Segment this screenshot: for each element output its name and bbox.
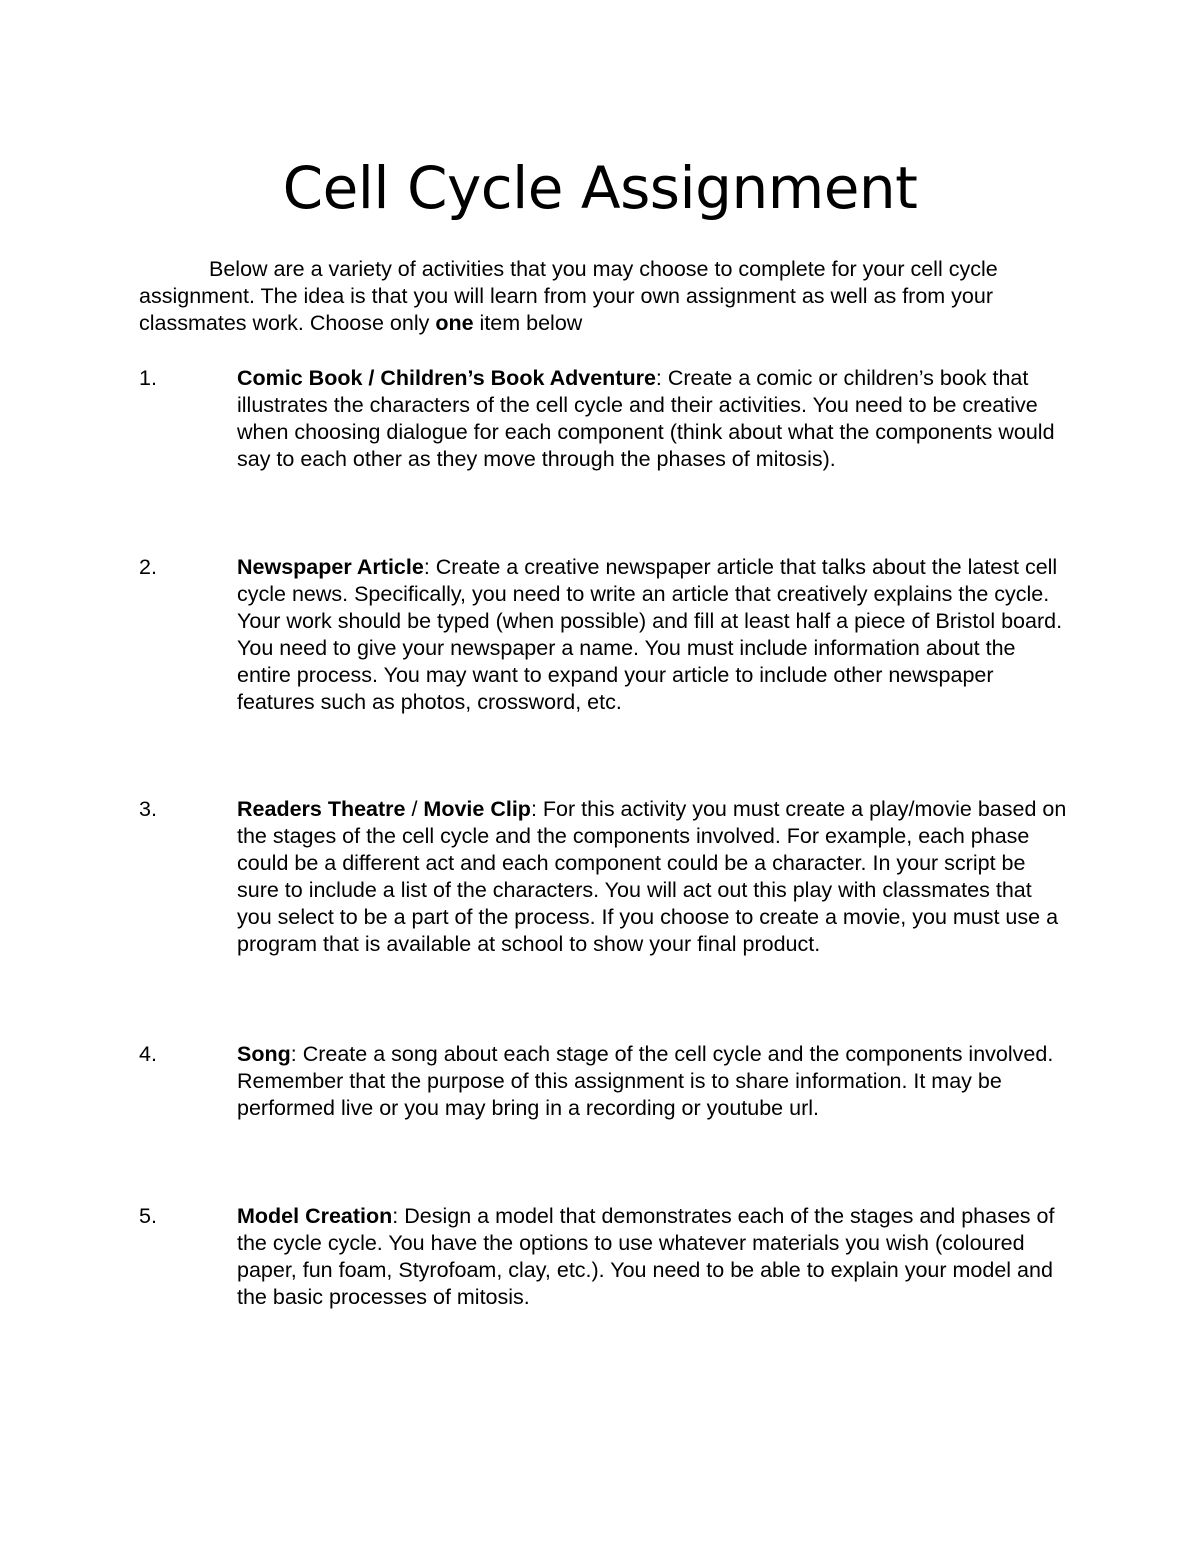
item-number: 2.: [139, 555, 157, 579]
intro-emphasis: one: [435, 311, 474, 335]
item-heading-separator: /: [405, 797, 424, 821]
item-heading: Readers Theatre: [237, 797, 406, 821]
item-heading: Comic Book / Children’s Book Adventure: [237, 366, 656, 390]
item-body: [237, 1203, 1067, 1311]
item-heading: Model Creation: [237, 1204, 393, 1228]
item-heading-secondary: Movie Clip: [423, 797, 531, 821]
item-text: : Create a comic or children’s book that illustrates the characters of the cell cycle and their activities. You need to be creative when choosing dialogue for each component (think about what the components would say to each other as they move through the phases of mitosis).: [237, 366, 1055, 471]
intro-paragraph: [139, 256, 1054, 337]
item-body: [237, 554, 1067, 716]
item-number: 5.: [139, 1204, 157, 1228]
intro-text-after: item below: [473, 311, 583, 335]
item-number: 1.: [139, 366, 157, 390]
item-body: [237, 1041, 1067, 1122]
item-body: [237, 365, 1067, 473]
item-text: : Design a model that demonstrates each of the stages and phases of the cycle cycle. You have the options to use whatever materials you wish (coloured paper, fun foam, Styrofoam, clay, etc.). You need to be able to explain your model and the basic processes of mitosis.: [237, 1204, 1055, 1309]
item-number: 3.: [139, 797, 157, 821]
document-title: Cell Cycle Assignment: [282, 154, 918, 222]
item-heading: Song: [237, 1042, 291, 1066]
item-text: : Create a song about each stage of the cell cycle and the components involved. Remember that the purpose of this assignment is to share information. It may be performed live or you may bring in a recording or youtube url.: [237, 1042, 1054, 1120]
item-heading: Newspaper Article: [237, 555, 424, 579]
item-body: [237, 796, 1067, 958]
intro-text-before: Below are a variety of activities that you may choose to complete for your cell cycle assignment. The idea is that you will learn from your own assignment as well as from your classmates work. Choose only: [139, 257, 998, 335]
item-text: : For this activity you must create a play/movie based on the stages of the cell cycle and the components involved. For example, each phase could be a different act and each component could be a character. In your script be sure to include a list of the characters. You will act out this play with classmates that you select to be a part of the process. If you choose to create a movie, you must use a program that is available at school to show your final product.: [237, 797, 1067, 956]
item-text: : Create a creative newspaper article that talks about the latest cell cycle news. Specifically, you need to write an article that creatively explains the cycle. Your work should be typed (when possible) and fill at least half a piece of Bristol board. You need to give your newspaper a name. You must include information about the entire process. You may want to expand your article to include other newspaper features such as photos, crossword, etc.: [237, 555, 1063, 714]
item-number: 4.: [139, 1042, 157, 1066]
